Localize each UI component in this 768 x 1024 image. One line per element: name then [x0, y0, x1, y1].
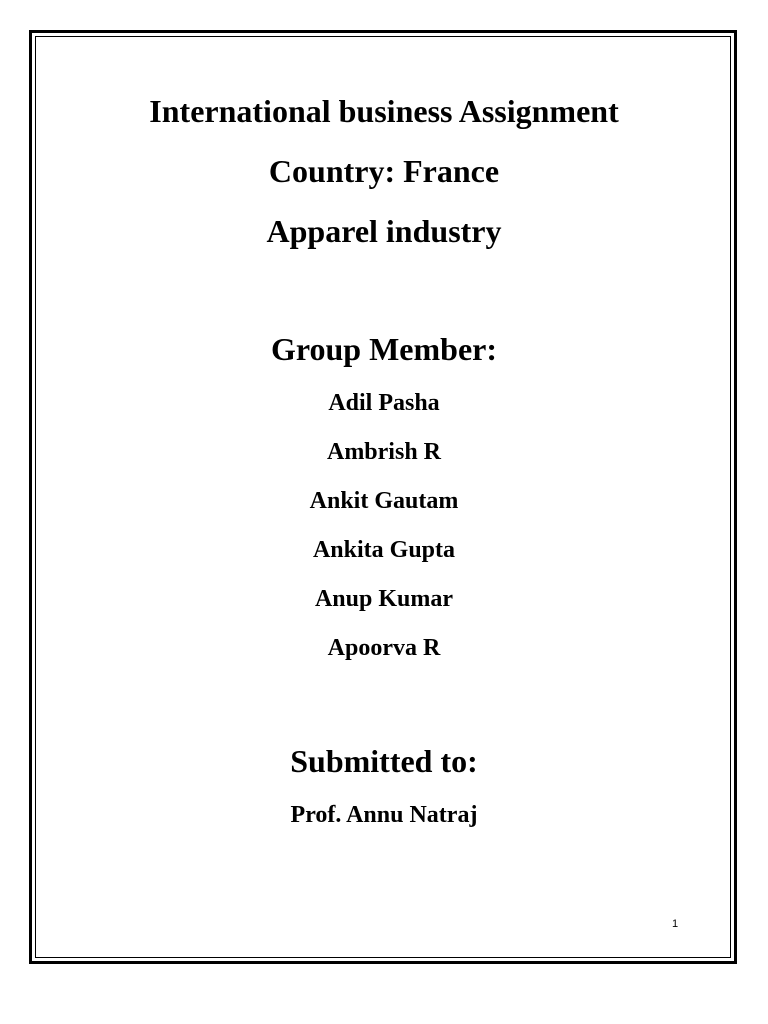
- title-line-assignment: International business Assignment: [149, 93, 619, 129]
- submitted-to-heading: Submitted to:: [290, 743, 478, 779]
- page-number: 1: [671, 918, 679, 930]
- member-name: Ankit Gautam: [309, 488, 459, 514]
- member-name: Adil Pasha: [328, 390, 440, 416]
- member-name: Apoorva R: [327, 635, 441, 661]
- title-line-country: Country: France: [268, 153, 500, 189]
- submitted-to-name: Prof. Annu Natraj: [290, 802, 478, 828]
- title-line-industry: Apparel industry: [266, 213, 502, 249]
- group-member-heading: Group Member:: [270, 331, 498, 367]
- member-name: Anup Kumar: [314, 586, 454, 612]
- member-name: Ankita Gupta: [312, 537, 456, 563]
- member-name: Ambrish R: [326, 439, 441, 465]
